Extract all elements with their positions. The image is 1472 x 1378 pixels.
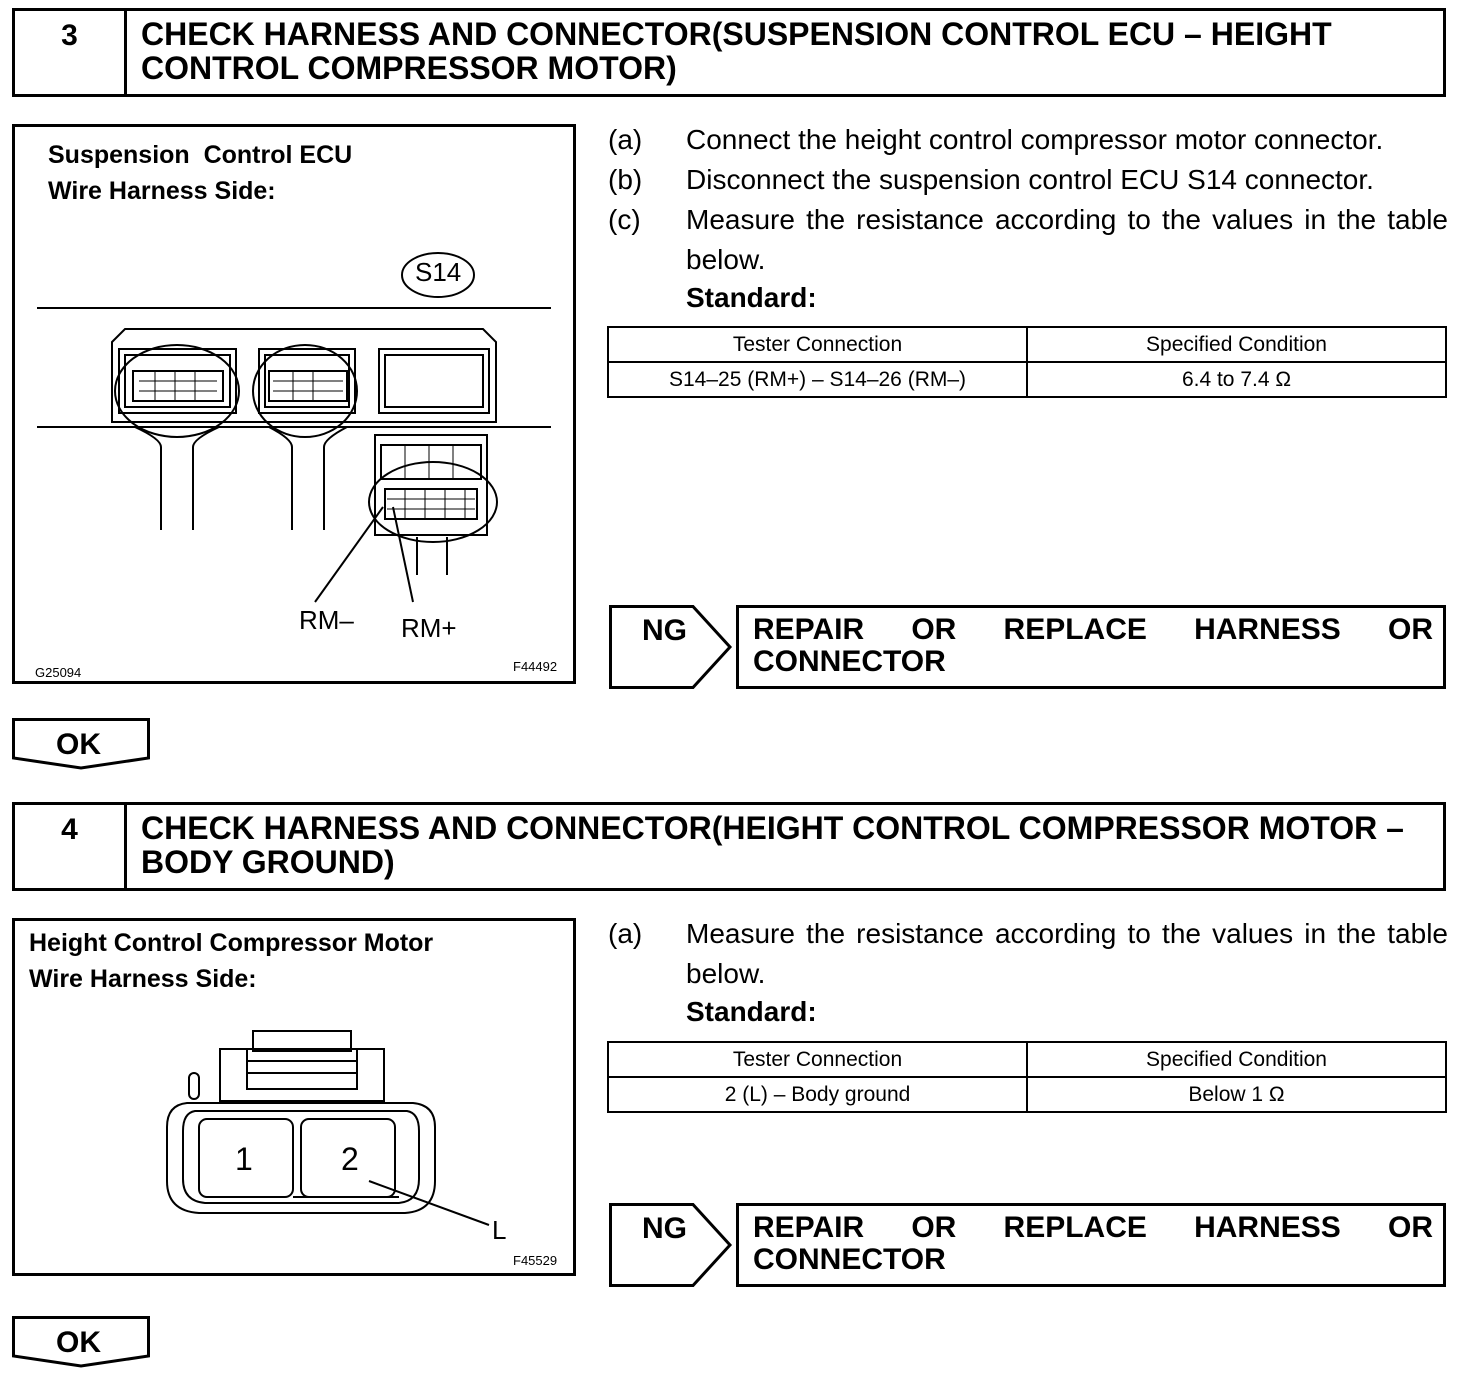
instruction-label: (b) xyxy=(608,164,643,195)
s14-connector-label: S14 xyxy=(415,257,462,287)
instruction-label: (c) xyxy=(608,204,641,235)
step3-instruction-a xyxy=(608,120,1448,160)
table-header: Specified Condition xyxy=(1027,327,1446,362)
step4-ng-label: NG xyxy=(642,1212,687,1245)
rm-minus-label: RM– xyxy=(299,605,354,635)
step3-ng-action-text: REPAIR OR REPLACE HARNESS OR CONNECTOR xyxy=(753,613,1433,678)
step3-spec-table xyxy=(607,326,1447,398)
step3-standard-label: Standard: xyxy=(686,282,817,313)
compressor-connector-diagram xyxy=(15,921,575,1275)
table-header: Tester Connection xyxy=(608,1042,1027,1077)
step3-figure xyxy=(12,124,576,684)
step3-ng-action-box xyxy=(736,605,1446,689)
step4-ng-action-box xyxy=(736,1203,1446,1287)
table-cell: Below 1 Ω xyxy=(1027,1077,1446,1112)
table-header-row xyxy=(608,1042,1446,1077)
step3-figure-title-line1: Suspension Control ECU xyxy=(48,141,353,169)
step3-ok-label: OK xyxy=(56,728,101,761)
instruction-text: Disconnect the suspension control ECU S14 connector. xyxy=(686,164,1374,195)
step4-figure-title-line2: Wire Harness Side: xyxy=(29,965,257,993)
step3-figure-title-line2: Wire Harness Side: xyxy=(48,177,276,205)
table-cell: S14–25 (RM+) – S14–26 (RM–) xyxy=(608,362,1027,397)
step4-standard-label: Standard: xyxy=(686,996,817,1027)
table-row xyxy=(608,1077,1446,1112)
table-header-row xyxy=(608,327,1446,362)
table-header: Specified Condition xyxy=(1027,1042,1446,1077)
step4-figure-title-line1: Height Control Compressor Motor xyxy=(29,929,434,957)
instruction-text: Connect the height control compressor motor connector. xyxy=(686,124,1384,155)
step3-ng-label: NG xyxy=(642,614,687,647)
step4-ok-label: OK xyxy=(56,1326,101,1359)
instruction-text: Measure the resistance according to the values in the table below. xyxy=(686,918,1448,989)
step4-number: 4 xyxy=(15,805,127,888)
instruction-label: (a) xyxy=(608,918,643,949)
table-cell: 2 (L) – Body ground xyxy=(608,1077,1027,1112)
rm-plus-label: RM+ xyxy=(401,613,457,643)
step4-ng-action-text: REPAIR OR REPLACE HARNESS OR CONNECTOR xyxy=(753,1211,1433,1276)
table-row xyxy=(608,362,1446,397)
pin-1-label: 1 xyxy=(235,1141,253,1177)
step3-instruction-b xyxy=(608,160,1448,200)
step4-spec-table xyxy=(607,1041,1447,1113)
step3-header xyxy=(12,8,1446,97)
step3-title: CHECK HARNESS AND CONNECTOR(SUSPENSION CONTROL ECU – HEIGHT CONTROL COMPRESSOR MOTOR) xyxy=(141,16,1332,86)
step4-title: CHECK HARNESS AND CONNECTOR(HEIGHT CONTROL COMPRESSOR MOTOR – BODY GROUND) xyxy=(141,810,1404,880)
figure-code-right: F45529 xyxy=(513,1253,558,1268)
step3-number: 3 xyxy=(15,11,127,94)
step4-instruction-a xyxy=(608,914,1448,994)
step4-figure xyxy=(12,918,576,1276)
ecu-connector-diagram xyxy=(15,127,575,683)
pin-2-label: 2 xyxy=(341,1141,359,1177)
figure-code-left: G25094 xyxy=(35,665,82,680)
wire-l-label: L xyxy=(492,1215,507,1245)
instruction-text: Measure the resistance according to the values in the table below. xyxy=(686,204,1448,275)
figure-code-right: F44492 xyxy=(513,659,558,674)
table-header: Tester Connection xyxy=(608,327,1027,362)
instruction-label: (a) xyxy=(608,124,643,155)
table-cell: 6.4 to 7.4 Ω xyxy=(1027,362,1446,397)
step4-header xyxy=(12,802,1446,891)
step3-instruction-c xyxy=(608,200,1448,280)
